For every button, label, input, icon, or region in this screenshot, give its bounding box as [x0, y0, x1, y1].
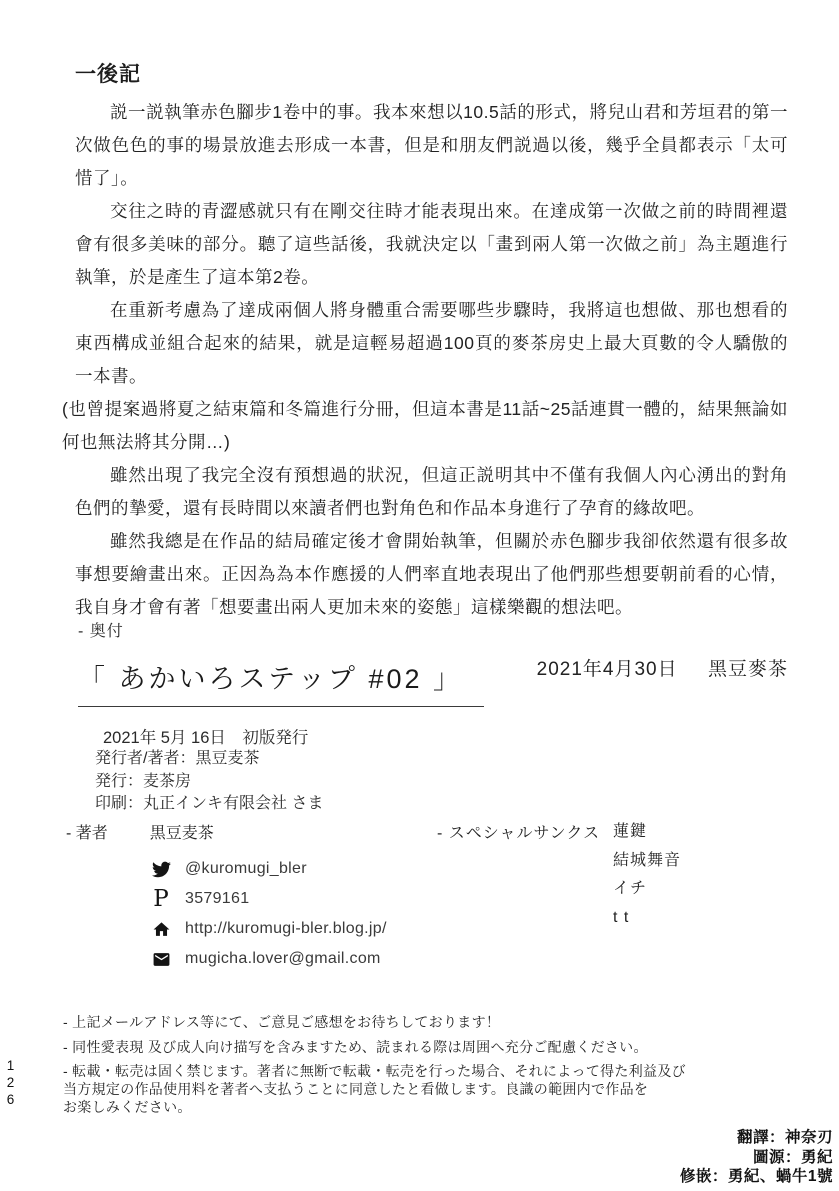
special-thanks-name: 結城舞音 [613, 851, 682, 869]
mail-icon [150, 949, 172, 969]
author-contact-list [150, 854, 387, 974]
pixiv-icon: P [153, 885, 169, 912]
pixiv-id: 3579161 [185, 890, 250, 907]
special-thanks-name: イチ [613, 880, 648, 897]
afterword-paragraph: 雖然我總是在作品的結局確定後才會開始執筆，但關於赤色腳步我卻依然還有很多故事想要繪畫出來。正因為為本作應援的人們率直地表現出了他們那些想要朝前看的心情，我自身才會有著「想要畫出兩人更加未來的姿態」這樣樂觀的想法吧。 [75, 531, 788, 617]
author-section-label: - 著者 [66, 825, 108, 842]
contact-row-twitter [150, 854, 387, 884]
author-label-row [66, 820, 214, 843]
special-thanks-label: - スペシャルサンクス [437, 825, 601, 842]
okuzuke-label: - 奥付 [78, 623, 124, 640]
publisher-line: 発行：麦茶房 [95, 772, 192, 790]
note-no-reproduction: - 転載・転売は固く禁じます。著者に無断で転載・転売を行った場合、それによって得た利益及び [63, 1063, 686, 1079]
notes-section [63, 1013, 686, 1116]
twitter-handle: @kuromugi_bler [185, 860, 307, 877]
okuzuke-section [78, 618, 778, 816]
afterword-heading: 一後記 [75, 63, 141, 86]
credit-raw-source: 圖源：勇紀 [752, 1148, 833, 1166]
afterword-paragraph: 雖然出現了我完全沒有預想過的狀況，但這正説明其中不僅有我個人內心湧出的對角色們的摯愛，還有長時間以來讀者們也對角色和作品本身進行了孕育的緣故吧。 [75, 465, 788, 518]
credit-typesetting: 修嵌：勇紀、蝸牛1號 [679, 1168, 833, 1185]
contact-row-email [150, 944, 387, 974]
book-title: 「 あかいろステップ #02 」 [78, 657, 484, 707]
blog-url: http://kuromugi-bler.blog.jp/ [185, 920, 387, 937]
note-no-reproduction-cont: 当方規定の作品使用料を著者へ支払うことに同意したと看做します。良識の範囲内で作品を [63, 1081, 649, 1097]
contact-row-pixiv [150, 884, 387, 914]
afterword-paragraph: 交往之時的青澀感就只有在剛交往時才能表現出來。在達成第一次做之前的時間裡還會有很多美味的部分。聽了這些話後，我就決定以「畫到兩人第一次做之前」為主題進行執筆，於是產生了這本第2卷。 [75, 201, 788, 287]
scanlation-credits [680, 1128, 833, 1187]
contact-row-blog [150, 914, 387, 944]
home-icon [150, 919, 172, 939]
twitter-icon [150, 859, 172, 879]
author-signature: 黑豆麥茶 [707, 659, 788, 680]
email-address: mugicha.lover@gmail.com [185, 950, 381, 967]
page-number: 126 [3, 1058, 18, 1109]
afterword-paragraph: 在重新考慮為了達成兩個人將身體重合需要哪些步驟時，我將這也想做、那也想看的東西構成並組合起來的結果，就是這輕易超過100頁的麥茶房史上最大頁數的令人驕傲的一本書。 [75, 300, 788, 386]
printer-line: 印刷：丸正インキ有限会社 さま [95, 795, 324, 812]
afterword-section [62, 58, 788, 681]
note-content-warning: - 同性愛表現 及び成人向け描写を含みますため、読まれる際は周囲へ充分ご配慮ください。 [63, 1038, 648, 1055]
note-no-reproduction-cont: お楽しみください。 [63, 1099, 192, 1115]
publisher-author-line: 発行者/著者：黒豆麦茶 [95, 750, 260, 767]
credit-translator: 翻譯：神奈刃 [736, 1129, 833, 1146]
special-thanks-name: t t [613, 908, 630, 926]
afterword-paragraph-parenthetical: (也曾提案過將夏之結束篇和冬篇進行分冊，但這本書是11話~25話連貫一體的，結果無論如何也無法將其分開…) [62, 399, 788, 452]
note-feedback: - 上記メールアドレス等にて、ご意見ご感想をお待ちしております！ [63, 1014, 501, 1030]
afterword-paragraph: 説一説執筆赤色腳步1卷中的事。我本來想以10.5話的形式，將兒山君和芳垣君的第一次做色色的事的場景放進去形成一本書，但是和朋友們説過以後，幾乎全員都表示「太可惜了」。 [75, 102, 788, 188]
publication-date: 2021年 5月 16日 初版発行 [103, 729, 309, 747]
special-thanks-list [613, 818, 681, 932]
special-thanks-name: 蓮鍵 [613, 823, 648, 840]
author-name: 黒豆麦茶 [149, 825, 214, 842]
afterword-date: 2021年4月30日 [536, 659, 678, 680]
